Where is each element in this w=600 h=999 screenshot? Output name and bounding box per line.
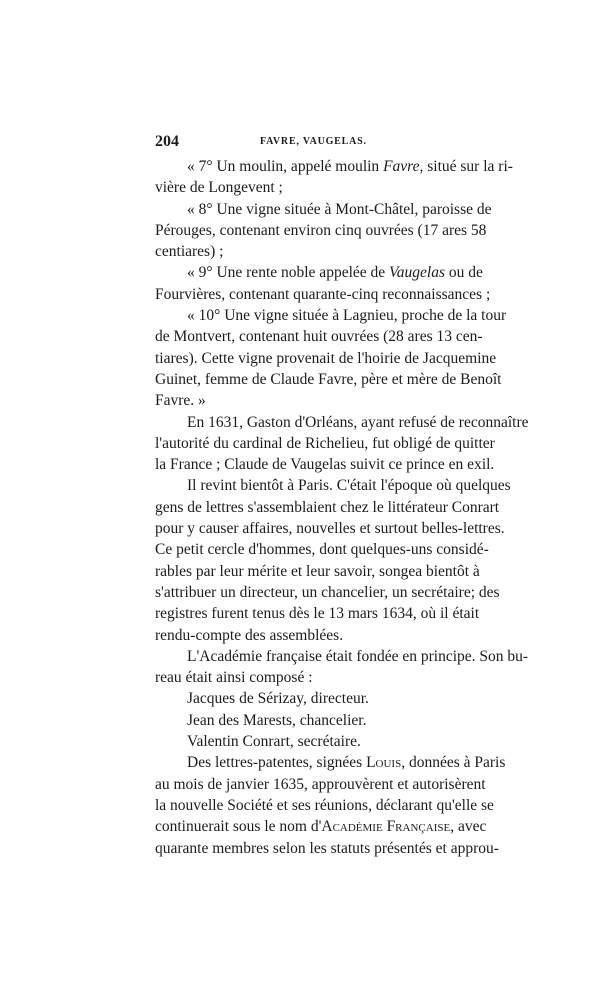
text-line: rendu-compte des assemblées. <box>155 626 344 644</box>
text-line: « 9° Une rente noble appelée de Vaugelas ou de <box>187 264 483 282</box>
page-number: 204 <box>155 133 179 150</box>
running-title: FAVRE, VAUGELAS. <box>260 136 367 147</box>
text-line: « 7° Un moulin, appelé moulin Favre, situé sur la ri- <box>187 158 513 175</box>
text-line: au mois de janvier 1635, approuvèrent et autorisèrent <box>155 775 486 793</box>
text-line: la France ; Claude de Vaugelas suivit ce prince en exil. <box>155 456 495 474</box>
text-line: Guinet, femme de Claude Favre, père et mère de Benoît <box>155 370 502 388</box>
text-line: « 10° Une vigne située à Lagnieu, proche de la tour <box>187 307 507 325</box>
list-item: Valentin Conrart, secrétaire. <box>187 733 361 751</box>
text-line: reau était ainsi composé : <box>155 669 313 687</box>
text-line: rables par leur mérite et leur savoir, songea bientôt à <box>155 562 480 580</box>
text-line: Pérouges, contenant environ cinq ouvrées (17 ares 58 <box>155 221 487 239</box>
body-text <box>155 156 529 859</box>
text-line: registres furent tenus dès le 13 mars 1634, où il était <box>155 605 480 623</box>
text-line: « 8° Une vigne située à Mont-Châtel, paroisse de <box>187 200 492 218</box>
text-line: pour y causer affaires, nouvelles et surtout belles-lettres. <box>155 520 505 538</box>
list-item: Jean des Marests, chancelier. <box>187 711 367 729</box>
text-line: la nouvelle Société et ses réunions, déclarant qu'elle se <box>155 796 494 814</box>
text-line: Des lettres-patentes, signées Louis, données à Paris <box>187 754 506 772</box>
text-line: vière de Longevent ; <box>155 179 283 197</box>
text-line: quarante membres selon les statuts présentés et approu- <box>155 839 499 857</box>
text-line: de Montvert, contenant huit ouvrées (28 ares 13 cen- <box>155 328 483 346</box>
list-item: Jacques de Sérizay, directeur. <box>187 690 369 708</box>
text-line: En 1631, Gaston d'Orléans, ayant refusé de reconnaître <box>187 413 529 431</box>
text-line: continuerait sous le nom d'Académie Française, avec <box>155 818 487 836</box>
text-line: s'attribuer un directeur, un chancelier, un secrétaire; des <box>155 583 500 601</box>
text-line: Fourvières, contenant quarante-cinq reconnaissances ; <box>155 285 491 303</box>
text-line: Il revint bientôt à Paris. C'était l'époque où quelques <box>187 477 511 495</box>
running-header <box>155 133 475 153</box>
text-line: Ce petit cercle d'hommes, dont quelques-uns considé- <box>155 541 489 559</box>
text-line: gens de lettres s'assemblaient chez le littérateur Conrart <box>155 498 500 516</box>
text-line: L'Académie française était fondée en principe. Son bu- <box>187 647 529 665</box>
text-line: centiares) ; <box>155 243 224 261</box>
text-line: tiares). Cette vigne provenait de l'hoirie de Jacquemine <box>155 349 497 367</box>
text-line: l'autorité du cardinal de Richelieu, fut obligé de quitter <box>155 434 495 452</box>
text-line: Favre. » <box>155 392 206 410</box>
